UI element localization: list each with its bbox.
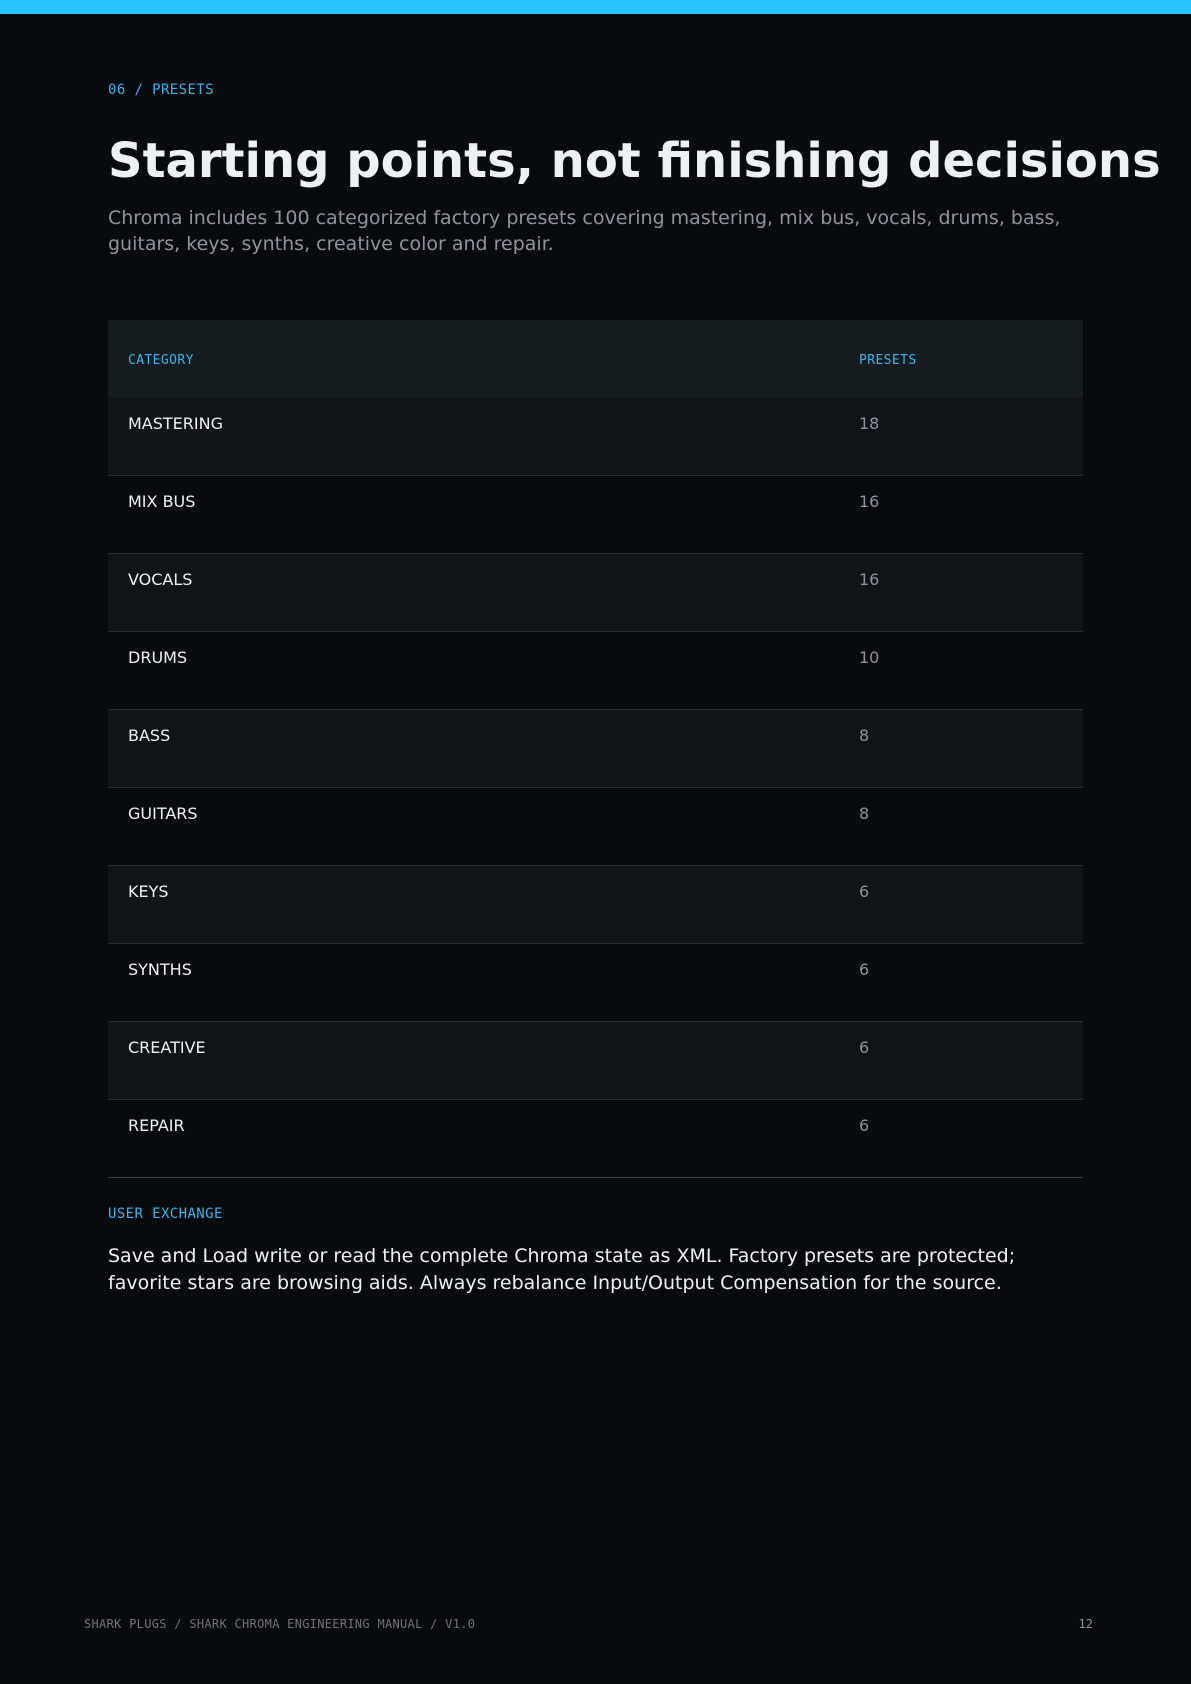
presets-table bbox=[108, 320, 1083, 1178]
table-row bbox=[108, 554, 1083, 632]
accent-bar bbox=[0, 0, 1191, 14]
user-exchange-label: USER EXCHANGE bbox=[108, 1206, 223, 1222]
preset-count-cell: 16 bbox=[859, 492, 880, 511]
column-header-category: CATEGORY bbox=[128, 353, 194, 368]
category-cell: KEYS bbox=[128, 882, 169, 901]
table-row bbox=[108, 1022, 1083, 1100]
preset-count-cell: 16 bbox=[859, 570, 880, 589]
category-cell: SYNTHS bbox=[128, 960, 192, 979]
footer-doc-info: SHARK PLUGS / SHARK CHROMA ENGINEERING MANUAL / V1.0 bbox=[84, 1617, 476, 1631]
category-cell: DRUMS bbox=[128, 648, 188, 667]
preset-count-cell: 10 bbox=[859, 648, 880, 667]
category-cell: MASTERING bbox=[128, 414, 223, 433]
table-row bbox=[108, 866, 1083, 944]
category-cell: MIX BUS bbox=[128, 492, 196, 511]
table-row bbox=[108, 632, 1083, 710]
user-exchange-body: Save and Load write or read the complete Chroma state as XML. Factory presets are protected; favorite stars are browsing aids. Always rebalance Input/Output Compensation for the source. bbox=[108, 1245, 1016, 1294]
category-cell: BASS bbox=[128, 726, 171, 745]
column-header-presets: PRESETS bbox=[859, 353, 917, 368]
table-row bbox=[108, 788, 1083, 866]
preset-count-cell: 6 bbox=[859, 882, 870, 901]
category-cell: VOCALS bbox=[128, 570, 193, 589]
page-number: 12 bbox=[1078, 1617, 1093, 1631]
intro-paragraph: Chroma includes 100 categorized factory presets covering mastering, mix bus, vocals, drums, bass, guitars, keys, synths, creative color and repair. bbox=[108, 207, 1061, 255]
table-row bbox=[108, 476, 1083, 554]
table-row bbox=[108, 944, 1083, 1022]
category-cell: CREATIVE bbox=[128, 1038, 206, 1057]
preset-count-cell: 6 bbox=[859, 1116, 870, 1135]
table-row bbox=[108, 710, 1083, 788]
preset-count-cell: 6 bbox=[859, 1038, 870, 1057]
category-cell: GUITARS bbox=[128, 804, 198, 823]
category-cell: REPAIR bbox=[128, 1116, 185, 1135]
table-row bbox=[108, 1100, 1083, 1178]
section-label: 06 / PRESETS bbox=[108, 82, 214, 98]
page-title: Starting points, not finishing decisions bbox=[108, 133, 1161, 189]
table-row bbox=[108, 398, 1083, 476]
preset-count-cell: 8 bbox=[859, 804, 870, 823]
preset-count-cell: 6 bbox=[859, 960, 870, 979]
table-header bbox=[108, 320, 1083, 398]
preset-count-cell: 18 bbox=[859, 414, 880, 433]
preset-count-cell: 8 bbox=[859, 726, 870, 745]
